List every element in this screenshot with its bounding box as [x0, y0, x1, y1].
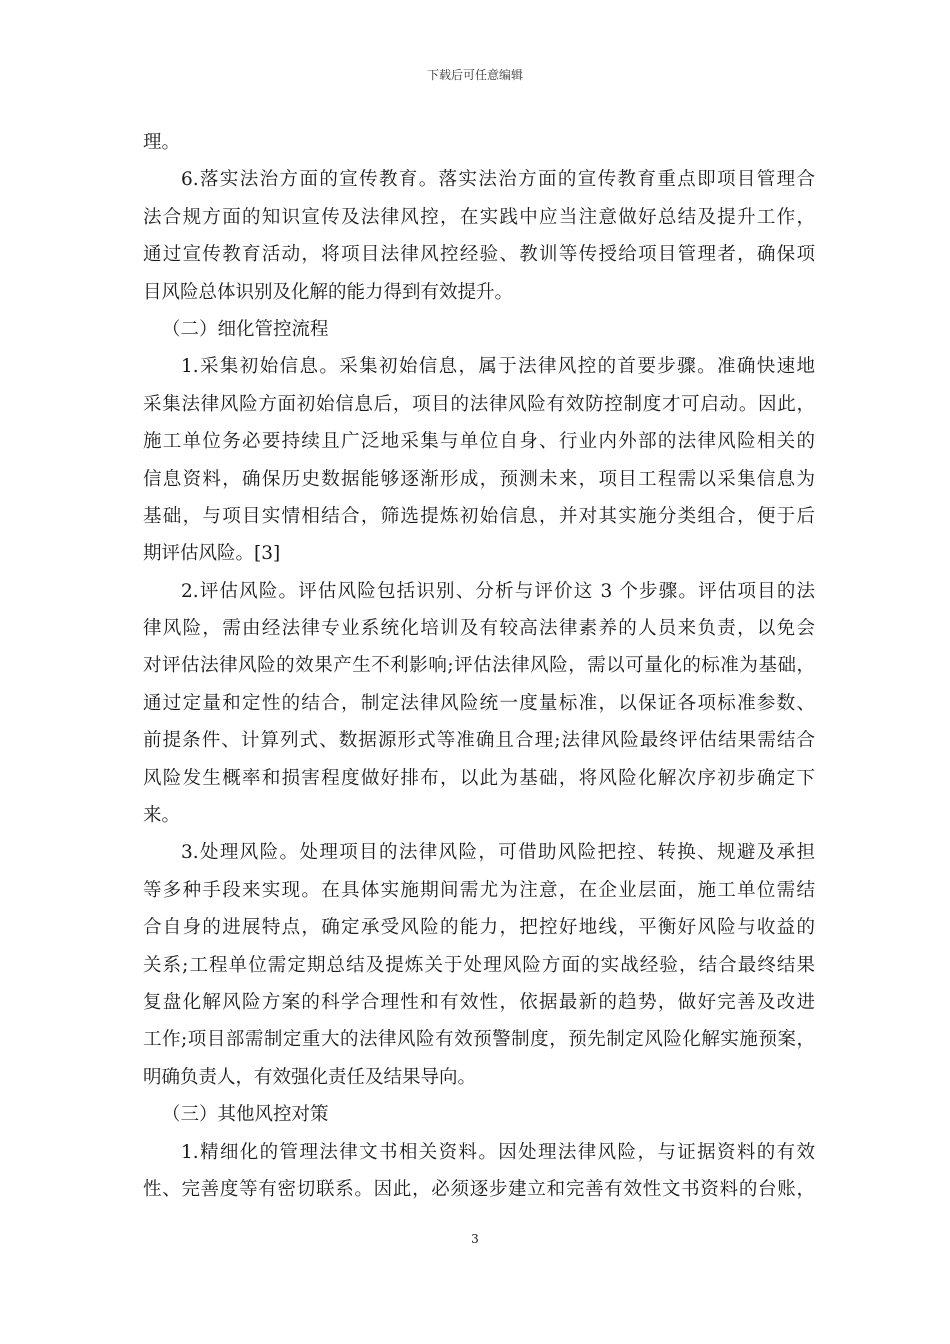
page-header: 下载后可任意编辑 — [426, 68, 523, 82]
text-line: （二）细化管控流程 — [162, 318, 329, 340]
text-line: 目风险总体识别及化解的能力得到有效提升。 — [143, 281, 514, 303]
page-number: 3 — [471, 1232, 479, 1246]
text-line: 对评估法律风险的效果产生不利影响;评估法律风险，需以可量化的标准为基础， — [143, 655, 815, 677]
text-line: 通过宣传教育活动，将项目法律风控经验、教训等传授给项目管理者，确保项 — [143, 244, 815, 266]
text-line: 通过定量和定性的结合，制定法律风险统一度量标准，以保证各项标准参数、 — [143, 692, 815, 714]
text-line: 法合规方面的知识宣传及法律风控，在实践中应当注意做好总结及提升工作， — [143, 206, 815, 228]
text-line: 采集法律风险方面初始信息后，项目的法律风险有效防控制度才可启动。因此， — [143, 393, 815, 415]
text-line: 关系;工程单位需定期总结及提炼关于处理风险方面的实战经验，结合最终结果 — [143, 954, 815, 976]
text-line: 施工单位务必要持续且广泛地采集与单位自身、行业内外部的法律风险相关的 — [143, 431, 815, 453]
text-line: 理。 — [143, 132, 181, 153]
text-line: 明确负责人，有效强化责任及结果导向。 — [143, 1066, 477, 1088]
text-line: 等多种手段来实现。在具体实施期间需尤为注意，在企业层面，施工单位需结 — [143, 879, 815, 901]
text-line: 3.处理风险。处理项目的法律风险，可借助风险把控、转换、规避及承担 — [181, 842, 815, 864]
text-line: 1.采集初始信息。采集初始信息，属于法律风控的首要步骤。准确快速地 — [181, 356, 815, 378]
text-line: 风险发生概率和损害程度做好排布，以此为基础，将风险化解次序初步确定下 — [143, 767, 815, 789]
text-line: 性、完善度等有密切联系。因此，必须逐步建立和完善有效性文书资料的台账， — [143, 1178, 815, 1200]
text-line: 1.精细化的管理法律文书相关资料。因处理法律风险，与证据资料的有效 — [181, 1141, 815, 1163]
text-line: 律风险，需由经法律专业系统化培训及有较高法律素养的人员来负责，以免会 — [143, 618, 815, 640]
text-line: 前提条件、计算列式、数据源形式等准确且合理;法律风险最终评估结果需结合 — [143, 730, 815, 752]
text-line: 合自身的进展特点，确定承受风险的能力，把控好地线，平衡好风险与收益的 — [143, 917, 815, 939]
text-line: 工作;项目部需制定重大的法律风险有效预警制度，预先制定风险化解实施预案， — [143, 1029, 815, 1051]
document-body — [143, 124, 815, 1208]
text-line: 复盘化解风险方案的科学合理性和有效性，依据最新的趋势，做好完善及改进 — [143, 991, 815, 1013]
text-line: 2.评估风险。评估风险包括识别、分析与评价这 3 个步骤。评估项目的法 — [181, 580, 815, 602]
text-line: 来。 — [143, 805, 181, 827]
text-line: 基础，与项目实情相结合，筛选提炼初始信息，并对其实施分类组合，便于后 — [143, 505, 815, 527]
text-line: （三）其他风控对策 — [162, 1104, 329, 1126]
text-line: 期评估风险。[3] — [143, 543, 281, 565]
text-line: 信息资料，确保历史数据能够逐渐形成，预测未来，项目工程需以采集信息为 — [143, 468, 815, 490]
text-line: 6.落实法治方面的宣传教育。落实法治方面的宣传教育重点即项目管理合 — [181, 169, 815, 191]
